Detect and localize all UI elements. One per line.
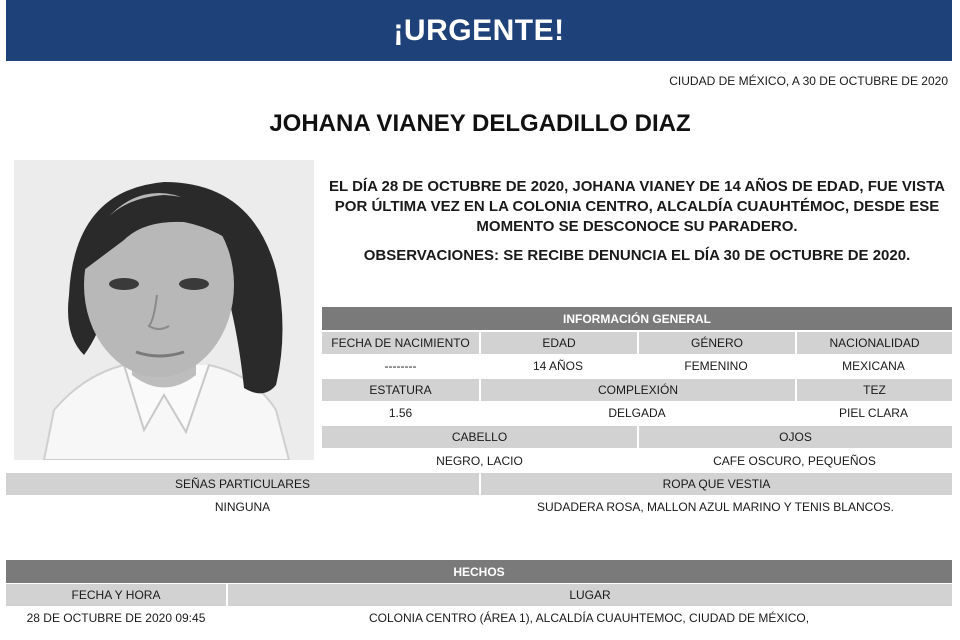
build-label: COMPLEXIÓN bbox=[479, 379, 795, 401]
birth-date-label: FECHA DE NACIMIENTO bbox=[331, 336, 470, 350]
general-labels-row-3 bbox=[322, 426, 952, 448]
eyes-label: OJOS bbox=[637, 426, 952, 448]
urgent-banner bbox=[6, 0, 952, 61]
person-photo bbox=[14, 160, 314, 460]
age-value: 14 AÑOS bbox=[532, 359, 584, 373]
datetime-label: FECHA Y HORA bbox=[71, 588, 161, 602]
place-label: LUGAR bbox=[226, 584, 952, 606]
birth-date-value: -------- bbox=[384, 359, 417, 373]
banner-title: ¡URGENTE! bbox=[393, 13, 565, 47]
clothes-value: SUDADERA ROSA, MALLON AZUL MARINO Y TENIS BLANCOS. bbox=[537, 500, 894, 514]
nationality-label: NACIONALIDAD bbox=[795, 332, 952, 354]
general-labels-row-4 bbox=[6, 473, 952, 495]
general-labels-row-2 bbox=[322, 379, 952, 401]
person-name: JOHANA VIANEY DELGADILLO DIAZ bbox=[269, 110, 691, 137]
general-values-row-3 bbox=[322, 450, 952, 472]
skin-label: TEZ bbox=[795, 379, 952, 401]
gender-value: FEMENINO bbox=[684, 359, 748, 373]
report-date: CIUDAD DE MÉXICO, A 30 DE OCTUBRE DE 2020 bbox=[669, 74, 948, 88]
case-description: EL DÍA 28 DE OCTUBRE DE 2020, JOHANA VIANEY DE 14 AÑOS DE EDAD, FUE VISTA POR ÚLTIMA VEZ EN LA COLONIA CENTRO, ALCALDÍA CUAUHTÉMOC, DESDE ESE MOMENTO SE DESCONOCE SU PARADERO. bbox=[329, 178, 945, 235]
nationality-value: MEXICANA bbox=[842, 359, 905, 373]
marks-label: SEÑAS PARTICULARES bbox=[175, 477, 310, 491]
facts-title: HECHOS bbox=[453, 564, 505, 579]
place-value: COLONIA CENTRO (ÁREA 1), ALCALDÍA CUAUHTEMOC, CIUDAD DE MÉXICO, bbox=[368, 611, 810, 625]
case-observations: OBSERVACIONES: SE RECIBE DENUNCIA EL DÍA 30 DE OCTUBRE DE 2020. bbox=[363, 247, 911, 264]
datetime-value: 28 DE OCTUBRE DE 2020 09:45 bbox=[26, 611, 206, 625]
height-label: ESTATURA bbox=[369, 383, 432, 397]
marks-value: NINGUNA bbox=[214, 500, 271, 514]
gender-label: GÉNERO bbox=[637, 332, 795, 354]
clothes-label: ROPA QUE VESTIA bbox=[479, 473, 952, 495]
eyes-value: CAFE OSCURO, PEQUEÑOS bbox=[713, 454, 876, 468]
general-info-title: INFORMACIÓN GENERAL bbox=[563, 311, 711, 326]
age-label: EDAD bbox=[479, 332, 637, 354]
general-values-row-4 bbox=[6, 496, 952, 518]
general-labels-row-1 bbox=[322, 332, 952, 354]
general-values-row-1 bbox=[322, 355, 952, 377]
facts-header bbox=[6, 560, 952, 583]
facts-values-row bbox=[6, 607, 952, 629]
general-info-header bbox=[322, 307, 952, 330]
skin-value: PIEL CLARA bbox=[839, 406, 908, 420]
facts-labels-row bbox=[6, 584, 952, 606]
hair-value: NEGRO, LACIO bbox=[436, 454, 523, 468]
hair-label: CABELLO bbox=[451, 430, 508, 444]
general-values-row-2 bbox=[322, 402, 952, 424]
build-value: DELGADA bbox=[608, 406, 666, 420]
height-value: 1.56 bbox=[388, 406, 413, 420]
portrait-image bbox=[14, 160, 314, 460]
